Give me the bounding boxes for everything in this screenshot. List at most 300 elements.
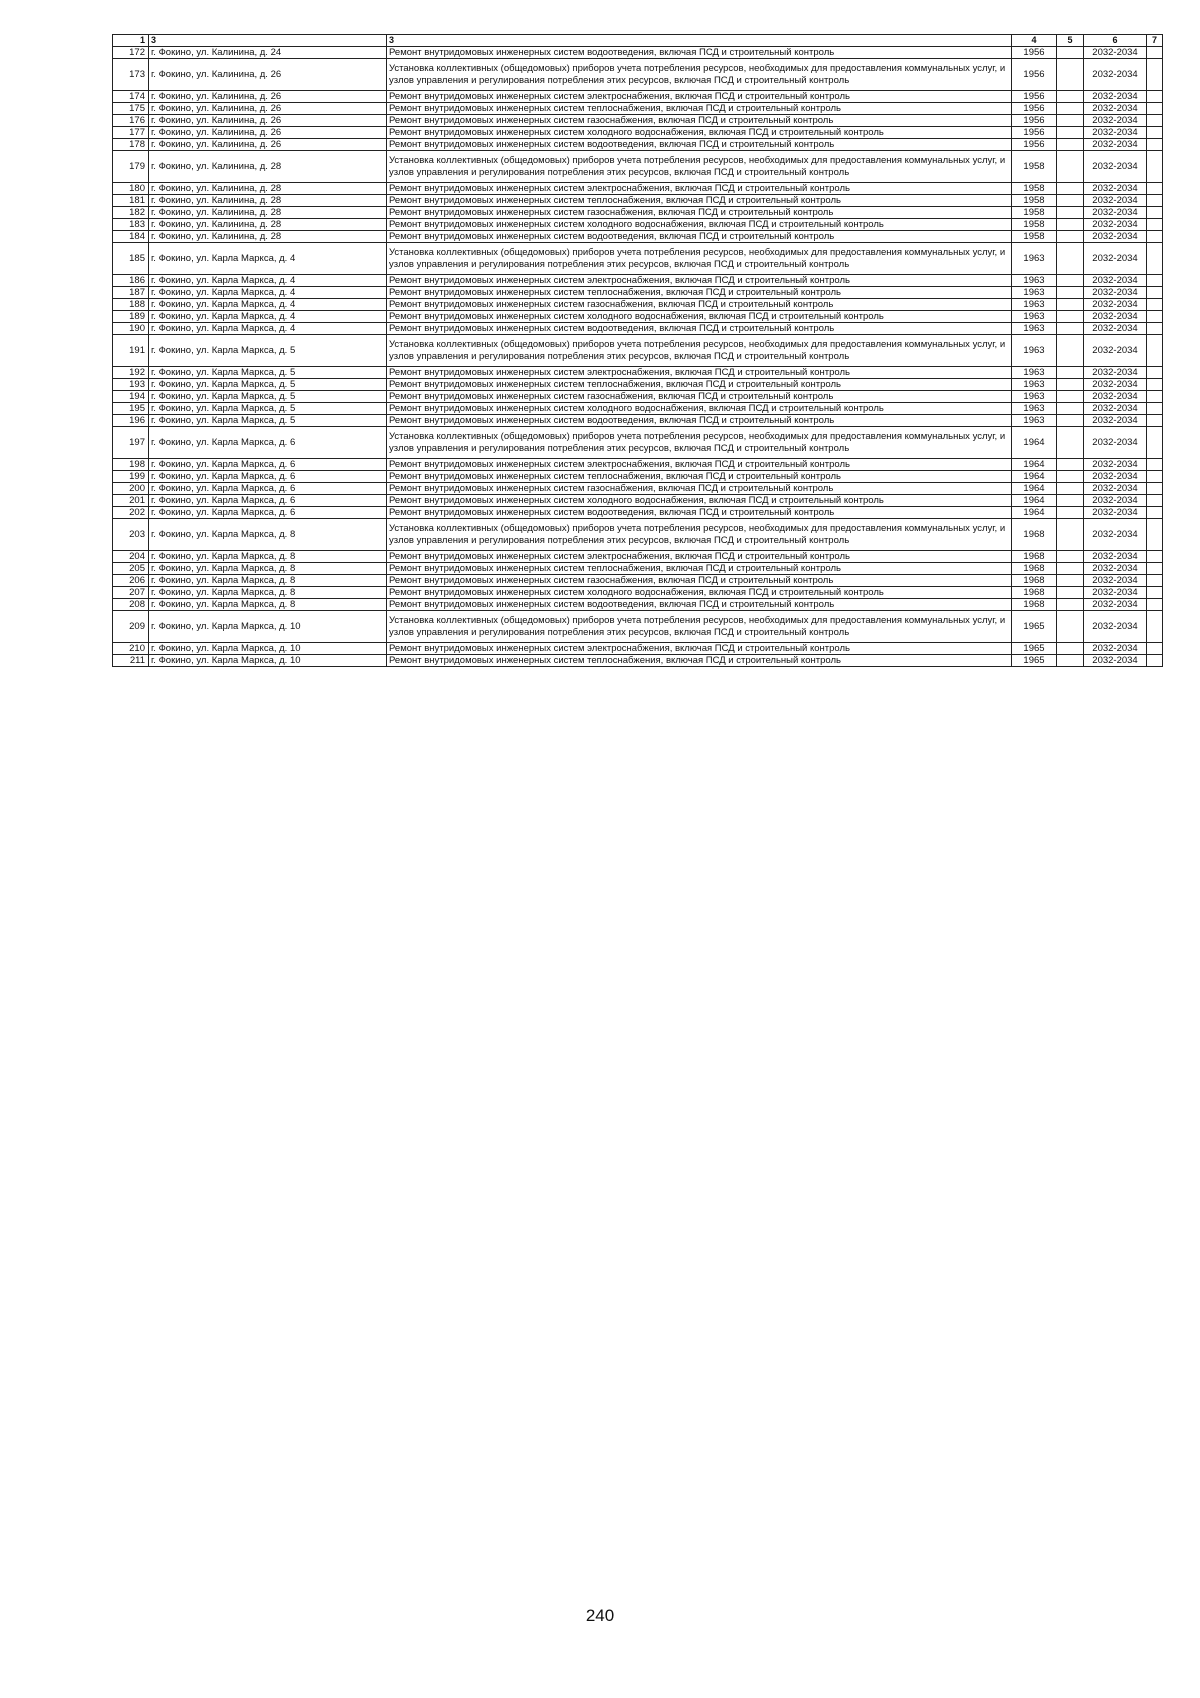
period-cell: 2032-2034	[1084, 415, 1147, 427]
col7-cell	[1147, 59, 1163, 91]
table-row	[113, 471, 1163, 483]
table-row	[113, 207, 1163, 219]
period-cell: 2032-2034	[1084, 311, 1147, 323]
build-year-cell: 1963	[1012, 299, 1057, 311]
build-year-cell: 1958	[1012, 195, 1057, 207]
col5-cell	[1057, 379, 1084, 391]
period-cell: 2032-2034	[1084, 403, 1147, 415]
col5-cell	[1057, 231, 1084, 243]
work-type-cell: Ремонт внутридомовых инженерных систем теплоснабжения, включая ПСД и строительный контроль	[387, 379, 1012, 391]
work-type-cell: Ремонт внутридомовых инженерных систем теплоснабжения, включая ПСД и строительный контроль	[387, 103, 1012, 115]
address-cell: г. Фокино, ул. Карла Маркса, д. 6	[149, 507, 387, 519]
col7-cell	[1147, 207, 1163, 219]
row-number: 173	[113, 59, 149, 91]
period-cell: 2032-2034	[1084, 195, 1147, 207]
build-year-cell: 1956	[1012, 127, 1057, 139]
build-year-cell: 1964	[1012, 459, 1057, 471]
row-number: 198	[113, 459, 149, 471]
build-year-cell: 1964	[1012, 471, 1057, 483]
address-cell: г. Фокино, ул. Калинина, д. 26	[149, 115, 387, 127]
row-number: 202	[113, 507, 149, 519]
build-year-cell: 1965	[1012, 611, 1057, 643]
col5-cell	[1057, 219, 1084, 231]
col5-cell	[1057, 195, 1084, 207]
address-cell: г. Фокино, ул. Карла Маркса, д. 8	[149, 599, 387, 611]
work-type-cell: Ремонт внутридомовых инженерных систем водоотведения, включая ПСД и строительный контроль	[387, 323, 1012, 335]
col7-cell	[1147, 403, 1163, 415]
work-type-cell: Установка коллективных (общедомовых) приборов учета потребления ресурсов, необходимых для предоставления коммунальных услуг, и узлов управления и регулирования потребления этих ресурсов, включая ПСД и строительный контроль	[387, 335, 1012, 367]
table-row	[113, 379, 1163, 391]
header-row	[113, 35, 1163, 47]
work-type-cell: Ремонт внутридомовых инженерных систем водоотведения, включая ПСД и строительный контроль	[387, 139, 1012, 151]
col5-cell	[1057, 551, 1084, 563]
address-cell: г. Фокино, ул. Карла Маркса, д. 6	[149, 495, 387, 507]
period-cell: 2032-2034	[1084, 563, 1147, 575]
address-cell: г. Фокино, ул. Калинина, д. 24	[149, 47, 387, 59]
build-year-cell: 1968	[1012, 519, 1057, 551]
work-type-cell: Ремонт внутридомовых инженерных систем электроснабжения, включая ПСД и строительный контроль	[387, 275, 1012, 287]
build-year-cell: 1963	[1012, 323, 1057, 335]
address-cell: г. Фокино, ул. Калинина, д. 28	[149, 219, 387, 231]
build-year-cell: 1968	[1012, 551, 1057, 563]
work-type-cell: Ремонт внутридомовых инженерных систем водоотведения, включая ПСД и строительный контроль	[387, 507, 1012, 519]
table-row	[113, 587, 1163, 599]
col7-cell	[1147, 575, 1163, 587]
work-type-cell: Ремонт внутридомовых инженерных систем холодного водоснабжения, включая ПСД и строительный контроль	[387, 127, 1012, 139]
work-type-cell: Ремонт внутридомовых инженерных систем газоснабжения, включая ПСД и строительный контроль	[387, 575, 1012, 587]
row-number: 178	[113, 139, 149, 151]
col7-cell	[1147, 127, 1163, 139]
build-year-cell: 1958	[1012, 183, 1057, 195]
work-type-cell: Ремонт внутридомовых инженерных систем электроснабжения, включая ПСД и строительный контроль	[387, 459, 1012, 471]
address-cell: г. Фокино, ул. Карла Маркса, д. 8	[149, 563, 387, 575]
period-cell: 2032-2034	[1084, 103, 1147, 115]
row-number: 185	[113, 243, 149, 275]
table-row	[113, 459, 1163, 471]
build-year-cell: 1963	[1012, 415, 1057, 427]
col5-cell	[1057, 207, 1084, 219]
col7-cell	[1147, 231, 1163, 243]
row-number: 177	[113, 127, 149, 139]
table-row	[113, 183, 1163, 195]
table-row	[113, 219, 1163, 231]
col7-cell	[1147, 415, 1163, 427]
row-number: 194	[113, 391, 149, 403]
row-number: 196	[113, 415, 149, 427]
period-cell: 2032-2034	[1084, 219, 1147, 231]
build-year-cell: 1963	[1012, 287, 1057, 299]
row-number: 172	[113, 47, 149, 59]
period-cell: 2032-2034	[1084, 599, 1147, 611]
work-type-cell: Ремонт внутридомовых инженерных систем электроснабжения, включая ПСД и строительный контроль	[387, 551, 1012, 563]
header-col-1: 1	[113, 35, 149, 47]
row-number: 184	[113, 231, 149, 243]
col5-cell	[1057, 127, 1084, 139]
address-cell: г. Фокино, ул. Карла Маркса, д. 4	[149, 299, 387, 311]
col7-cell	[1147, 655, 1163, 667]
row-number: 201	[113, 495, 149, 507]
build-year-cell: 1964	[1012, 507, 1057, 519]
header-col-2: 3	[149, 35, 387, 47]
col7-cell	[1147, 275, 1163, 287]
table-row	[113, 275, 1163, 287]
col7-cell	[1147, 563, 1163, 575]
col7-cell	[1147, 115, 1163, 127]
col7-cell	[1147, 103, 1163, 115]
col5-cell	[1057, 483, 1084, 495]
table-row	[113, 391, 1163, 403]
work-type-cell: Ремонт внутридомовых инженерных систем теплоснабжения, включая ПСД и строительный контроль	[387, 287, 1012, 299]
table-row	[113, 299, 1163, 311]
row-number: 182	[113, 207, 149, 219]
address-cell: г. Фокино, ул. Карла Маркса, д. 10	[149, 655, 387, 667]
col5-cell	[1057, 367, 1084, 379]
row-number: 205	[113, 563, 149, 575]
period-cell: 2032-2034	[1084, 151, 1147, 183]
col7-cell	[1147, 139, 1163, 151]
col7-cell	[1147, 195, 1163, 207]
row-number: 189	[113, 311, 149, 323]
row-number: 210	[113, 643, 149, 655]
work-type-cell: Ремонт внутридомовых инженерных систем теплоснабжения, включая ПСД и строительный контроль	[387, 655, 1012, 667]
build-year-cell: 1956	[1012, 47, 1057, 59]
col5-cell	[1057, 563, 1084, 575]
build-year-cell: 1958	[1012, 151, 1057, 183]
address-cell: г. Фокино, ул. Калинина, д. 26	[149, 139, 387, 151]
build-year-cell: 1964	[1012, 483, 1057, 495]
period-cell: 2032-2034	[1084, 611, 1147, 643]
build-year-cell: 1965	[1012, 643, 1057, 655]
table-row	[113, 551, 1163, 563]
period-cell: 2032-2034	[1084, 287, 1147, 299]
work-type-cell: Ремонт внутридомовых инженерных систем теплоснабжения, включая ПСД и строительный контроль	[387, 195, 1012, 207]
header-col-4: 4	[1012, 35, 1057, 47]
col7-cell	[1147, 287, 1163, 299]
col7-cell	[1147, 219, 1163, 231]
col7-cell	[1147, 427, 1163, 459]
period-cell: 2032-2034	[1084, 427, 1147, 459]
address-cell: г. Фокино, ул. Карла Маркса, д. 5	[149, 379, 387, 391]
work-type-cell: Ремонт внутридомовых инженерных систем газоснабжения, включая ПСД и строительный контроль	[387, 115, 1012, 127]
period-cell: 2032-2034	[1084, 323, 1147, 335]
row-number: 207	[113, 587, 149, 599]
work-type-cell: Ремонт внутридомовых инженерных систем холодного водоснабжения, включая ПСД и строительный контроль	[387, 403, 1012, 415]
address-cell: г. Фокино, ул. Карла Маркса, д. 6	[149, 483, 387, 495]
build-year-cell: 1963	[1012, 335, 1057, 367]
row-number: 187	[113, 287, 149, 299]
row-number: 211	[113, 655, 149, 667]
build-year-cell: 1956	[1012, 59, 1057, 91]
work-type-cell: Ремонт внутридомовых инженерных систем теплоснабжения, включая ПСД и строительный контроль	[387, 563, 1012, 575]
period-cell: 2032-2034	[1084, 183, 1147, 195]
address-cell: г. Фокино, ул. Калинина, д. 28	[149, 183, 387, 195]
period-cell: 2032-2034	[1084, 587, 1147, 599]
col7-cell	[1147, 335, 1163, 367]
period-cell: 2032-2034	[1084, 551, 1147, 563]
row-number: 180	[113, 183, 149, 195]
table-row	[113, 59, 1163, 91]
col5-cell	[1057, 415, 1084, 427]
row-number: 199	[113, 471, 149, 483]
period-cell: 2032-2034	[1084, 459, 1147, 471]
period-cell: 2032-2034	[1084, 207, 1147, 219]
build-year-cell: 1956	[1012, 139, 1057, 151]
col7-cell	[1147, 91, 1163, 103]
col7-cell	[1147, 243, 1163, 275]
build-year-cell: 1963	[1012, 243, 1057, 275]
table-row	[113, 335, 1163, 367]
col5-cell	[1057, 391, 1084, 403]
period-cell: 2032-2034	[1084, 299, 1147, 311]
col7-cell	[1147, 551, 1163, 563]
header-col-7: 7	[1147, 35, 1163, 47]
period-cell: 2032-2034	[1084, 367, 1147, 379]
address-cell: г. Фокино, ул. Карла Маркса, д. 6	[149, 471, 387, 483]
row-number: 206	[113, 575, 149, 587]
period-cell: 2032-2034	[1084, 47, 1147, 59]
document-page	[112, 34, 1157, 667]
table-row	[113, 47, 1163, 59]
build-year-cell: 1968	[1012, 563, 1057, 575]
row-number: 208	[113, 599, 149, 611]
table-row	[113, 507, 1163, 519]
period-cell: 2032-2034	[1084, 575, 1147, 587]
row-number: 174	[113, 91, 149, 103]
period-cell: 2032-2034	[1084, 275, 1147, 287]
table-row	[113, 91, 1163, 103]
period-cell: 2032-2034	[1084, 471, 1147, 483]
work-type-cell: Ремонт внутридомовых инженерных систем газоснабжения, включая ПСД и строительный контроль	[387, 207, 1012, 219]
table-row	[113, 287, 1163, 299]
col5-cell	[1057, 507, 1084, 519]
table-row	[113, 599, 1163, 611]
col7-cell	[1147, 495, 1163, 507]
table-row	[113, 655, 1163, 667]
row-number: 203	[113, 519, 149, 551]
address-cell: г. Фокино, ул. Калинина, д. 26	[149, 127, 387, 139]
page-number: 240	[585, 1606, 615, 1625]
col5-cell	[1057, 599, 1084, 611]
work-type-cell: Ремонт внутридомовых инженерных систем электроснабжения, включая ПСД и строительный контроль	[387, 183, 1012, 195]
row-number: 200	[113, 483, 149, 495]
col7-cell	[1147, 507, 1163, 519]
table-row	[113, 243, 1163, 275]
build-year-cell: 1958	[1012, 207, 1057, 219]
col5-cell	[1057, 403, 1084, 415]
build-year-cell: 1968	[1012, 599, 1057, 611]
col5-cell	[1057, 323, 1084, 335]
col5-cell	[1057, 47, 1084, 59]
build-year-cell: 1965	[1012, 655, 1057, 667]
col5-cell	[1057, 91, 1084, 103]
work-type-cell: Ремонт внутридомовых инженерных систем холодного водоснабжения, включая ПСД и строительный контроль	[387, 311, 1012, 323]
col5-cell	[1057, 299, 1084, 311]
work-type-cell: Ремонт внутридомовых инженерных систем водоотведения, включая ПСД и строительный контроль	[387, 415, 1012, 427]
build-year-cell: 1963	[1012, 367, 1057, 379]
col5-cell	[1057, 115, 1084, 127]
col5-cell	[1057, 459, 1084, 471]
col5-cell	[1057, 471, 1084, 483]
col7-cell	[1147, 599, 1163, 611]
row-number: 175	[113, 103, 149, 115]
period-cell: 2032-2034	[1084, 507, 1147, 519]
address-cell: г. Фокино, ул. Карла Маркса, д. 6	[149, 427, 387, 459]
build-year-cell: 1963	[1012, 275, 1057, 287]
row-number: 190	[113, 323, 149, 335]
col7-cell	[1147, 311, 1163, 323]
build-year-cell: 1964	[1012, 495, 1057, 507]
period-cell: 2032-2034	[1084, 127, 1147, 139]
col7-cell	[1147, 459, 1163, 471]
row-number: 186	[113, 275, 149, 287]
col7-cell	[1147, 519, 1163, 551]
col7-cell	[1147, 379, 1163, 391]
work-type-cell: Ремонт внутридомовых инженерных систем холодного водоснабжения, включая ПСД и строительный контроль	[387, 219, 1012, 231]
address-cell: г. Фокино, ул. Карла Маркса, д. 4	[149, 311, 387, 323]
address-cell: г. Фокино, ул. Калинина, д. 26	[149, 59, 387, 91]
table-row	[113, 115, 1163, 127]
period-cell: 2032-2034	[1084, 643, 1147, 655]
build-year-cell: 1963	[1012, 311, 1057, 323]
col7-cell	[1147, 299, 1163, 311]
work-type-cell: Ремонт внутридомовых инженерных систем электроснабжения, включая ПСД и строительный контроль	[387, 91, 1012, 103]
build-year-cell: 1963	[1012, 379, 1057, 391]
address-cell: г. Фокино, ул. Карла Маркса, д. 8	[149, 551, 387, 563]
col7-cell	[1147, 151, 1163, 183]
table-row	[113, 151, 1163, 183]
address-cell: г. Фокино, ул. Калинина, д. 26	[149, 103, 387, 115]
col5-cell	[1057, 575, 1084, 587]
period-cell: 2032-2034	[1084, 483, 1147, 495]
row-number: 188	[113, 299, 149, 311]
address-cell: г. Фокино, ул. Карла Маркса, д. 5	[149, 367, 387, 379]
table-row	[113, 427, 1163, 459]
row-number: 209	[113, 611, 149, 643]
col5-cell	[1057, 183, 1084, 195]
work-type-cell: Ремонт внутридомовых инженерных систем газоснабжения, включая ПСД и строительный контроль	[387, 483, 1012, 495]
period-cell: 2032-2034	[1084, 379, 1147, 391]
col5-cell	[1057, 287, 1084, 299]
col7-cell	[1147, 587, 1163, 599]
period-cell: 2032-2034	[1084, 115, 1147, 127]
row-number: 195	[113, 403, 149, 415]
col5-cell	[1057, 139, 1084, 151]
table-row	[113, 611, 1163, 643]
col5-cell	[1057, 103, 1084, 115]
work-type-cell: Установка коллективных (общедомовых) приборов учета потребления ресурсов, необходимых для предоставления коммунальных услуг, и узлов управления и регулирования потребления этих ресурсов, включая ПСД и строительный контроль	[387, 59, 1012, 91]
build-year-cell: 1958	[1012, 231, 1057, 243]
table-row	[113, 519, 1163, 551]
address-cell: г. Фокино, ул. Карла Маркса, д. 8	[149, 587, 387, 599]
col7-cell	[1147, 47, 1163, 59]
build-year-cell: 1964	[1012, 427, 1057, 459]
work-type-cell: Ремонт внутридомовых инженерных систем водоотведения, включая ПСД и строительный контроль	[387, 47, 1012, 59]
build-year-cell: 1963	[1012, 391, 1057, 403]
address-cell: г. Фокино, ул. Калинина, д. 28	[149, 151, 387, 183]
period-cell: 2032-2034	[1084, 231, 1147, 243]
col7-cell	[1147, 471, 1163, 483]
col5-cell	[1057, 495, 1084, 507]
work-type-cell: Ремонт внутридомовых инженерных систем газоснабжения, включая ПСД и строительный контроль	[387, 299, 1012, 311]
col5-cell	[1057, 243, 1084, 275]
work-type-cell: Ремонт внутридомовых инженерных систем газоснабжения, включая ПСД и строительный контроль	[387, 391, 1012, 403]
col5-cell	[1057, 151, 1084, 183]
col5-cell	[1057, 275, 1084, 287]
col5-cell	[1057, 643, 1084, 655]
address-cell: г. Фокино, ул. Карла Маркса, д. 5	[149, 403, 387, 415]
address-cell: г. Фокино, ул. Калинина, д. 28	[149, 231, 387, 243]
col7-cell	[1147, 643, 1163, 655]
works-table	[112, 34, 1163, 667]
row-number: 179	[113, 151, 149, 183]
row-number: 193	[113, 379, 149, 391]
row-number: 204	[113, 551, 149, 563]
row-number: 183	[113, 219, 149, 231]
table-row	[113, 495, 1163, 507]
address-cell: г. Фокино, ул. Карла Маркса, д. 4	[149, 243, 387, 275]
col5-cell	[1057, 59, 1084, 91]
work-type-cell: Ремонт внутридомовых инженерных систем холодного водоснабжения, включая ПСД и строительный контроль	[387, 587, 1012, 599]
table-row	[113, 563, 1163, 575]
build-year-cell: 1956	[1012, 103, 1057, 115]
col5-cell	[1057, 587, 1084, 599]
col7-cell	[1147, 323, 1163, 335]
build-year-cell: 1958	[1012, 219, 1057, 231]
row-number: 192	[113, 367, 149, 379]
table-row	[113, 483, 1163, 495]
work-type-cell: Установка коллективных (общедомовых) приборов учета потребления ресурсов, необходимых для предоставления коммунальных услуг, и узлов управления и регулирования потребления этих ресурсов, включая ПСД и строительный контроль	[387, 611, 1012, 643]
work-type-cell: Ремонт внутридомовых инженерных систем холодного водоснабжения, включая ПСД и строительный контроль	[387, 495, 1012, 507]
period-cell: 2032-2034	[1084, 91, 1147, 103]
work-type-cell: Установка коллективных (общедомовых) приборов учета потребления ресурсов, необходимых для предоставления коммунальных услуг, и узлов управления и регулирования потребления этих ресурсов, включая ПСД и строительный контроль	[387, 151, 1012, 183]
table-row	[113, 367, 1163, 379]
table-row	[113, 643, 1163, 655]
address-cell: г. Фокино, ул. Карла Маркса, д. 5	[149, 391, 387, 403]
work-type-cell: Ремонт внутридомовых инженерных систем теплоснабжения, включая ПСД и строительный контроль	[387, 471, 1012, 483]
row-number: 181	[113, 195, 149, 207]
row-number: 197	[113, 427, 149, 459]
period-cell: 2032-2034	[1084, 335, 1147, 367]
work-type-cell: Ремонт внутридомовых инженерных систем водоотведения, включая ПСД и строительный контроль	[387, 599, 1012, 611]
period-cell: 2032-2034	[1084, 519, 1147, 551]
col5-cell	[1057, 427, 1084, 459]
table-row	[113, 195, 1163, 207]
col7-cell	[1147, 483, 1163, 495]
col5-cell	[1057, 655, 1084, 667]
table-body	[113, 47, 1163, 667]
address-cell: г. Фокино, ул. Карла Маркса, д. 4	[149, 323, 387, 335]
address-cell: г. Фокино, ул. Карла Маркса, д. 5	[149, 415, 387, 427]
work-type-cell: Ремонт внутридомовых инженерных систем электроснабжения, включая ПСД и строительный контроль	[387, 643, 1012, 655]
col7-cell	[1147, 391, 1163, 403]
header-col-3: 3	[387, 35, 1012, 47]
address-cell: г. Фокино, ул. Карла Маркса, д. 10	[149, 611, 387, 643]
row-number: 191	[113, 335, 149, 367]
build-year-cell: 1963	[1012, 403, 1057, 415]
work-type-cell: Ремонт внутридомовых инженерных систем водоотведения, включая ПСД и строительный контроль	[387, 231, 1012, 243]
address-cell: г. Фокино, ул. Калинина, д. 28	[149, 195, 387, 207]
col7-cell	[1147, 367, 1163, 379]
period-cell: 2032-2034	[1084, 655, 1147, 667]
address-cell: г. Фокино, ул. Карла Маркса, д. 8	[149, 519, 387, 551]
build-year-cell: 1968	[1012, 575, 1057, 587]
header-col-6: 6	[1084, 35, 1147, 47]
table-row	[113, 231, 1163, 243]
address-cell: г. Фокино, ул. Калинина, д. 26	[149, 91, 387, 103]
col5-cell	[1057, 519, 1084, 551]
table-row	[113, 103, 1163, 115]
table-row	[113, 403, 1163, 415]
